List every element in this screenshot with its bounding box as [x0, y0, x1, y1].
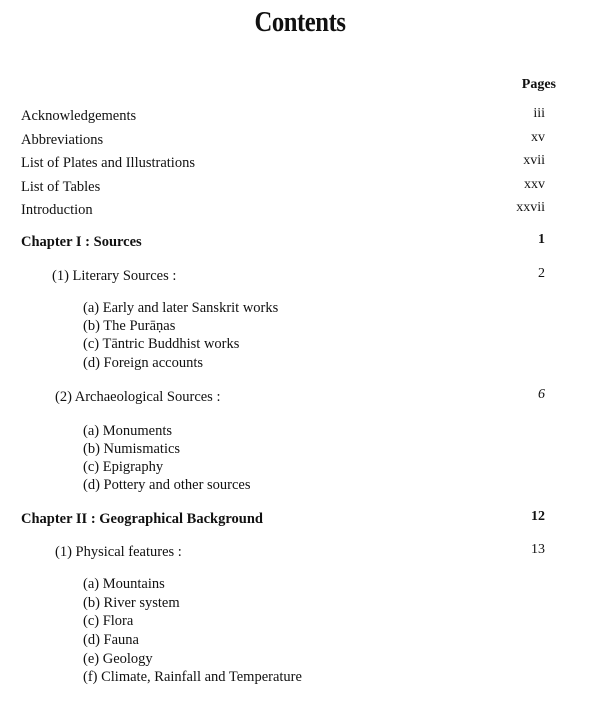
chapter-heading: Chapter II : Geographical Background — [21, 511, 263, 527]
subsection-item: (b) The Purāṇas — [83, 318, 176, 334]
page-number: xvii — [523, 153, 545, 168]
page-number: xxv — [524, 177, 545, 192]
subsection-item: (e) Geology — [83, 651, 153, 667]
section-heading: (1) Literary Sources : — [52, 268, 177, 284]
subsection-item: (b) River system — [83, 595, 180, 611]
page-number: 12 — [531, 509, 545, 524]
subsection-item: (f) Climate, Rainfall and Temperature — [83, 669, 302, 685]
page-title: Contents — [254, 6, 346, 38]
toc-entry: List of Tables — [21, 179, 101, 195]
toc-entry: Abbreviations — [21, 132, 104, 148]
subsection-item: (d) Foreign accounts — [83, 355, 203, 371]
page-number: 6 — [538, 387, 545, 402]
subsection-item: (a) Early and later Sanskrit works — [83, 300, 279, 316]
chapter-heading: Chapter I : Sources — [21, 234, 142, 250]
toc-entry: Introduction — [21, 202, 93, 218]
toc-entry: Acknowledgements — [21, 108, 137, 124]
subsection-item: (c) Tāntric Buddhist works — [83, 336, 240, 352]
subsection-item: (c) Flora — [83, 613, 134, 629]
subsection-item: (a) Monuments — [83, 423, 172, 439]
page-number: iii — [533, 106, 545, 121]
page-number: 13 — [531, 542, 545, 557]
subsection-item: (d) Fauna — [83, 632, 139, 648]
toc-entry: List of Plates and Illustrations — [21, 155, 195, 171]
pages-header: Pages — [521, 77, 556, 92]
subsection-item: (c) Epigraphy — [83, 459, 164, 475]
subsection-item: (a) Mountains — [83, 576, 165, 592]
page-number: xxvii — [516, 200, 545, 215]
page-number: 2 — [538, 266, 545, 281]
subsection-item: (d) Pottery and other sources — [83, 477, 251, 493]
page-number: xv — [531, 130, 545, 145]
section-heading: (1) Physical features : — [55, 544, 182, 560]
page-number: 1 — [538, 232, 545, 247]
section-heading: (2) Archaeological Sources : — [55, 389, 221, 405]
subsection-item: (b) Numismatics — [83, 441, 181, 457]
